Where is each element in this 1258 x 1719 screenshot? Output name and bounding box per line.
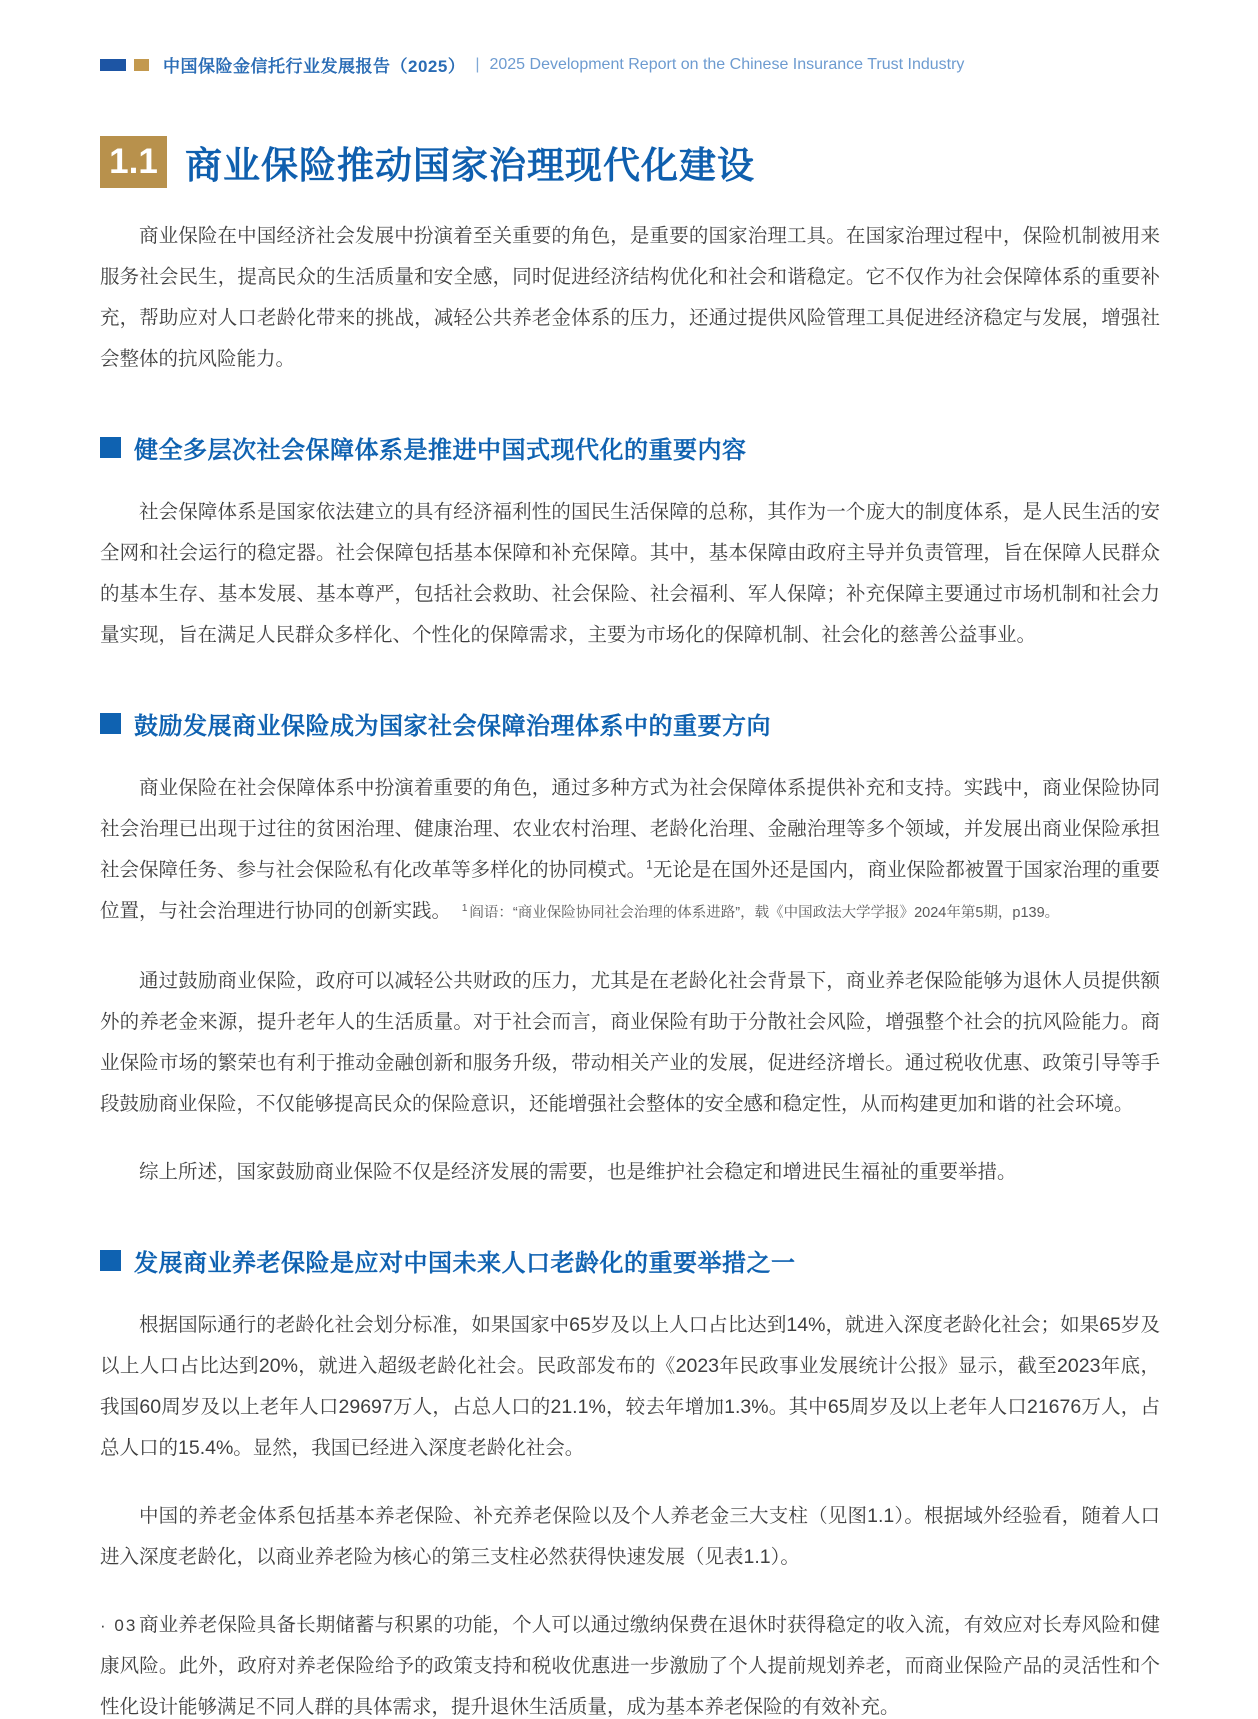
section-title-block: [100, 135, 1160, 189]
section-title-text: 商业保险推动国家治理现代化建设: [185, 145, 755, 186]
subsection-heading-3-text: 发展商业养老保险是应对中国未来人口老龄化的重要举措之一: [134, 1250, 796, 1277]
sub2-paragraph-1: [100, 768, 1160, 934]
sub3-paragraph-3: 商业养老保险具备长期储蓄与积累的功能，个人可以通过缴纳保费在退休时获得稳定的收入流，有效应对长寿风险和健康风险。此外，政府对养老保险给予的政策支持和税收优惠进一步激励了个人提前规划养老，而商业保险产品的灵活性和个性化设计能够满足不同人群的具体需求，提升退休生活质量，成为基本养老保险的有效补充。: [100, 1614, 1160, 1718]
sub1-paragraph-1: 社会保障体系是国家依法建立的具有经济福利性的国民生活保障的总称，其作为一个庞大的制度体系，是人民生活的安全网和社会运行的稳定器。社会保障包括基本保障和补充保障。其中，基本保障由政府主导并负责管理，旨在保障人民群众的基本生存、基本发展、基本尊严，包括社会救助、社会保险、社会福利、军人保障；补充保障主要通过市场机制和社会力量实现，旨在满足人民群众多样化、个性化的保障需求，主要为市场化的保障机制、社会化的慈善公益事业。: [100, 501, 1160, 646]
footnote-number: 1: [461, 903, 468, 915]
footnote-reference: 1: [646, 857, 653, 872]
footnote-text: 阎语：“商业保险协同社会治理的体系进路”，载《中国政法大学学报》2024年第5期，p139。: [469, 905, 1060, 921]
square-bullet-icon: [100, 1250, 121, 1271]
subsection-heading-1-text: 健全多层次社会保障体系是推进中国式现代化的重要内容: [134, 437, 747, 464]
subsection-heading-3: [100, 1243, 1160, 1278]
sub3-paragraph-2: 中国的养老金体系包括基本养老保险、补充养老保险以及个人养老金三大支柱（见图1.1）。根据域外经验看，随着人口进入深度老龄化，以商业养老险为核心的第三支柱必然获得快速发展（见表1.1）。: [100, 1505, 1160, 1568]
square-bullet-icon: [100, 437, 121, 458]
sub3-paragraph-1: 根据国际通行的老龄化社会划分标准，如果国家中65岁及以上人口占比达到14%，就进入深度老龄化社会；如果65岁及以上人口占比达到20%，就进入超级老龄化社会。民政部发布的《2023年民政事业发展统计公报》显示，截至2023年底，我国60周岁及以上老年人口29697万人，占总人口的21.1%，较去年增加1.3%。其中65周岁及以上老年人口21676万人，占总人口的15.4%。显然，我国已经进入深度老龄化社会。: [100, 1314, 1160, 1459]
subsection-heading-1: [100, 430, 1160, 465]
header-title-en: 2025 Development Report on the Chinese Insurance Trust Industry: [489, 55, 965, 73]
page-number: · 03 ·: [100, 1616, 152, 1635]
sub2-paragraph-3: 综上所述，国家鼓励商业保险不仅是经济发展的需要，也是维护社会稳定和增进民生福祉的重要举措。: [139, 1161, 1017, 1183]
header-mark-gold-icon: [134, 59, 149, 71]
square-bullet-icon: [100, 713, 121, 734]
sub2-p1-text: 商业保险在社会保障体系中扮演着重要的角色，通过多种方式为社会保障体系提供补充和支持。实践中，商业保险协同社会治理已出现于过往的贫困治理、健康治理、农业农村治理、老龄化治理、金融治理等多个领域，并发展出商业保险承担社会保障任务、参与社会保险私有化改革等多样化的协同模式。: [100, 777, 1160, 881]
header-title-zh: 中国保险金信托行业发展报告（2025）: [163, 57, 466, 76]
header-mark-blue-icon: [100, 59, 126, 71]
subsection-heading-2: [100, 706, 1160, 741]
intro-paragraph: 商业保险在中国经济社会发展中扮演着至关重要的角色，是重要的国家治理工具。在国家治理过程中，保险机制被用来服务社会民生，提高民众的生活质量和安全感，同时促进经济结构优化和社会和谐稳定。它不仅作为社会保障体系的重要补充，帮助应对人口老龄化带来的挑战，减轻公共养老金体系的压力，还通过提供风险管理工具促进经济稳定与发展，增强社会整体的抗风险能力。: [100, 225, 1160, 370]
sub2-p1-text-after: 无论是在国外还是国内，商业保险都被置于国家治理的重要位置，与社会治理进行协同的创新实践。: [100, 859, 1160, 922]
footnote: [462, 905, 1059, 921]
subsection-heading-2-text: 鼓励发展商业保险成为国家社会保障治理体系中的重要方向: [134, 713, 771, 740]
header-divider: |: [475, 55, 480, 73]
page-header: [100, 52, 1160, 77]
sub2-paragraph-2: 通过鼓励商业保险，政府可以减轻公共财政的压力，尤其是在老龄化社会背景下，商业养老保险能够为退休人员提供额外的养老金来源，提升老年人的生活质量。对于社会而言，商业保险有助于分散社会风险，增强整个社会的抗风险能力。商业保险市场的繁荣也有利于推动金融创新和服务升级，带动相关产业的发展，促进经济增长。通过税收优惠、政策引导等手段鼓励商业保险，不仅能够提高民众的保险意识，还能增强社会整体的安全感和稳定性，从而构建更加和谐的社会环境。: [100, 970, 1160, 1115]
section-number-badge: 1.1: [100, 136, 167, 188]
